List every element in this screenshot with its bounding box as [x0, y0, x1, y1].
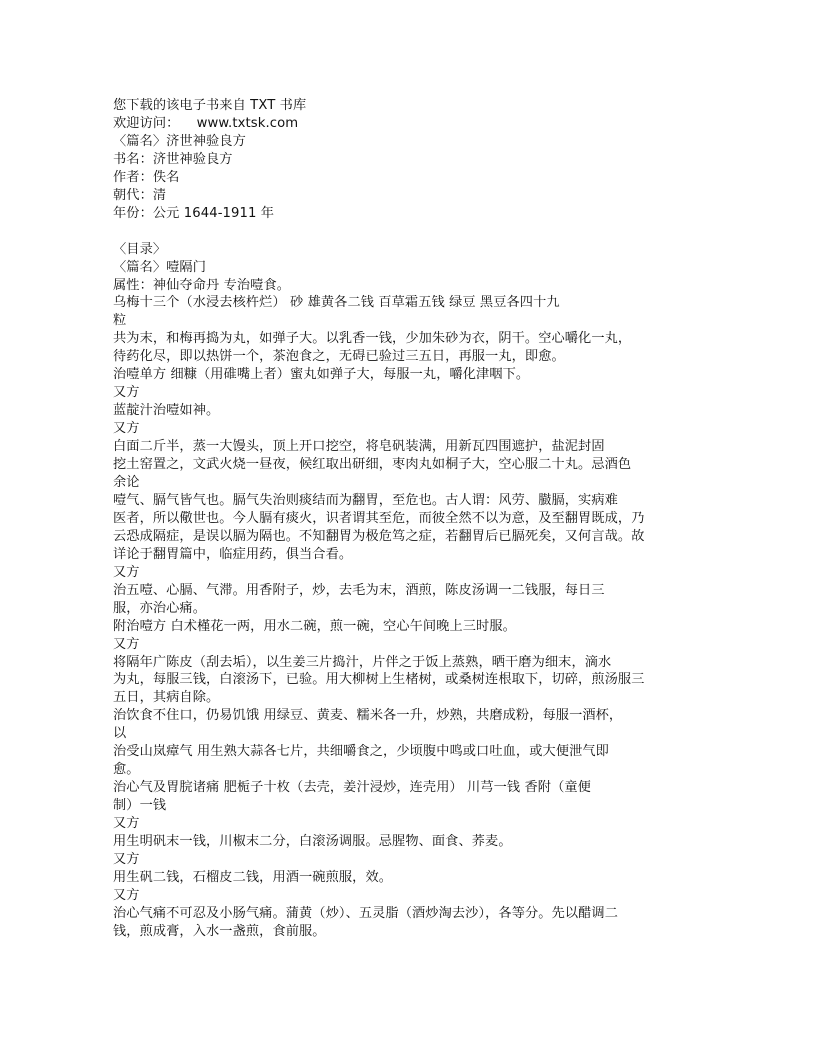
document-line: 治噎单方 细糠（用碓嘴上者）蜜丸如弹子大，每服一丸，嚼化津咽下。 [113, 367, 530, 383]
document-line: 又方 [113, 564, 140, 580]
document-line: 详论于翻胃篇中，临症用药，俱当合看。 [113, 546, 353, 562]
document-line: 将隔年广陈皮（刮去垢），以生姜三片捣汁，片伴之于饭上蒸熟，晒干磨为细末，滴水 [113, 654, 612, 670]
document-line: 欢迎访问： www.txtsk.com [113, 115, 299, 131]
document-line: 治饮食不住口，仍易饥饿 用绿豆、黄麦、糯米各一升，炒熟，共磨成粉，每服一酒杯， [113, 708, 623, 724]
document-line: 噎气、膈气皆气也。膈气失治则痰结而为翻胃，至危也。古人谓：风劳、臌膈，实病难 [113, 492, 618, 508]
document-line: 〈篇名〉济世神验良方 [113, 133, 246, 149]
document-line: 用生矾二钱，石榴皮二钱，用酒一碗煎服，效。 [113, 869, 393, 885]
document-line: 治五噎、心膈、气滞。用香附子，炒，去毛为末，酒煎，陈皮汤调一二钱服，每日三 [113, 582, 605, 598]
document-line: 〈篇名〉噎隔门 [113, 259, 207, 275]
document-text-body [113, 97, 738, 941]
document-line: 又方 [113, 816, 140, 832]
document-line: 服，亦治心痛。 [113, 600, 207, 616]
document-line: 云恐成隔症，是误以膈为隔也。不知翻胃为极危笃之症，若翻胃后已膈死矣，又何言哉。故 [113, 528, 645, 544]
document-line: 五日，其病自除。 [113, 690, 220, 706]
document-line: 白面二斤半，蒸一大馒头，顶上开口挖空，将皂矾装满，用新瓦四围遮护，盐泥封固 [113, 439, 605, 455]
document-line: 用生明矾末一钱，川椒末二分，白滚汤调服。忌腥物、面食、荞麦。 [113, 834, 512, 850]
document-line: 治受山岚瘴气 用生熟大蒜各七片，共细嚼食之，少顷腹中鸣或口吐血，或大便泄气即 [113, 744, 609, 760]
document-line: 治心气及胃脘诸痛 肥栀子十枚（去壳，姜汁浸炒，连壳用） 川芎一钱 香附（童便 [113, 780, 591, 796]
document-line: 您下载的该电子书来自 TXT 书库 [113, 98, 307, 113]
document-line: 以 [113, 726, 127, 742]
document-line: 附治噎方 白术槿花一两，用水二碗，煎一碗，空心午间晚上三时服。 [113, 618, 516, 634]
document-line: 书名：济世神验良方 [113, 151, 233, 167]
document-line: 又方 [113, 887, 140, 903]
document-line: 愈。 [113, 762, 140, 778]
document-line: 为丸，每服三钱，白滚汤下，已验。用大柳树上生楮树，或桑树连根取下，切碎，煎汤服三 [113, 672, 645, 688]
document-line: 余论 [113, 475, 140, 490]
document-line: 粒 [113, 313, 127, 329]
document-line: 钱，煎成膏，入水一盏煎，食前服。 [113, 923, 326, 939]
document-line: 年份：公元 1644-1911 年 [113, 205, 275, 221]
document-line [113, 223, 738, 241]
document-line: 挖土窑置之，文武火烧一昼夜，候红取出研细，枣肉丸如桐子大，空心服二十丸。忌酒色 [113, 457, 632, 473]
document-line: 共为末，和梅再捣为丸，如弹子大。以乳香一钱，少加朱砂为衣，阴干。空心嚼化一丸， [113, 331, 632, 347]
document-line: 医者，所以儆世也。今人膈有痰火，识者谓其至危，而彼全然不以为意，及至翻胃既成，乃 [113, 510, 645, 526]
document-line: 待药化尽，即以热饼一个，茶泡食之，无碍已验过三五日，再服一丸，即愈。 [113, 349, 565, 365]
document-line: 朝代：清 [113, 187, 167, 203]
document-line: 制）一钱 [113, 798, 167, 814]
document-line: 〈目录〉 [113, 241, 167, 257]
document-line: 蓝靛汁治噎如神。 [113, 403, 220, 419]
document-line: 又方 [113, 852, 140, 868]
document-line: 作者：佚名 [113, 169, 180, 185]
document-line: 属性：神仙夺命丹 专治噎食。 [113, 277, 291, 293]
document-line: 又方 [113, 385, 140, 401]
document-line: 治心气痛不可忍及小肠气痛。蒲黄（炒）、五灵脂（酒炒淘去沙），各等分。先以醋调二 [113, 905, 619, 921]
document-line: 又方 [113, 636, 140, 652]
document-line: 又方 [113, 421, 140, 437]
document-line: 乌梅十三个（水浸去核杵烂） 砂 雄黄各二钱 百草霜五钱 绿豆 黑豆各四十九 [113, 295, 560, 311]
